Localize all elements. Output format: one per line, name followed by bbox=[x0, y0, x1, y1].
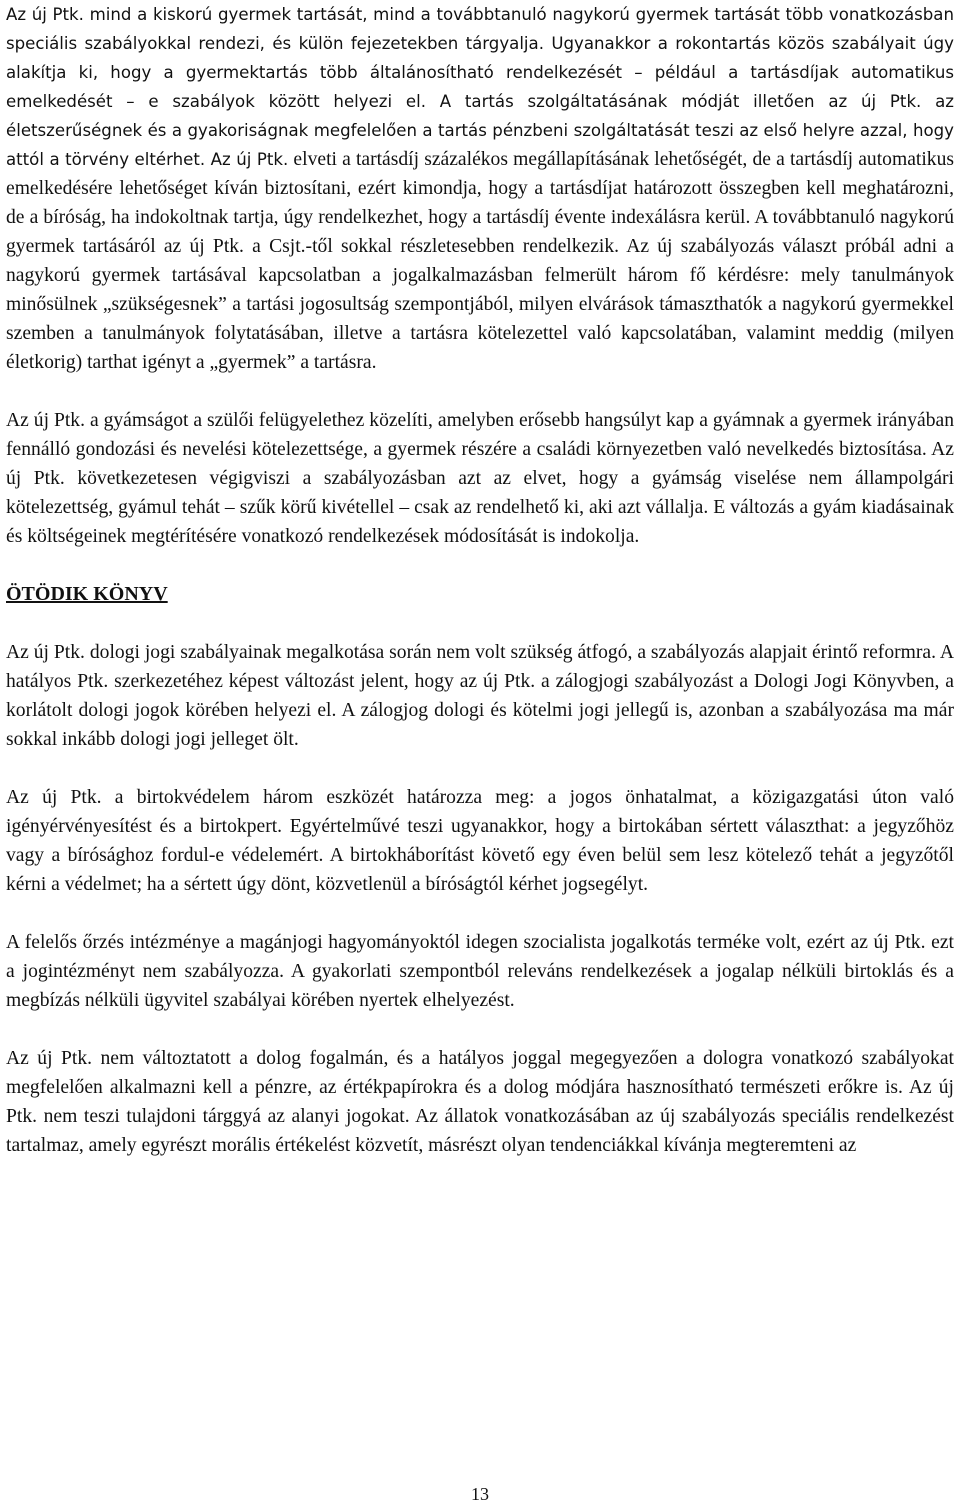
paragraph-child-support bbox=[6, 0, 954, 377]
paragraph-concept-of-thing: Az új Ptk. nem változtatott a dolog fogalmán, és a hatályos joggal megegyezően a dologra vonatkozó szabályokat megfelelően alkalmazni kell a pénzre, az értékpapírokra és a dolog módjára hasznosítható természeti erőkre is. Az új Ptk. nem teszi tulajdoni tárggyá az alanyi jogokat. Az állatok vonatkozásában az új szabályozás speciális rendelkezést tartalmaz, amely egyrészt morális értékelést közvetít, másrészt olyan tendenciákkal kívánja megteremteni az bbox=[6, 1048, 954, 1156]
paragraph-guardianship: Az új Ptk. a gyámságot a szülői felügyelethez közelíti, amelyben erősebb hangsúlyt kap a gyámnak a gyermek irányában fennálló gondozási és nevelési kötelezettsége, a gyermek részére a családi környezetben való nevelkedés biztosítása. Az új Ptk. következetesen végigviszi a szabályozásban azt az elvet, hogy a gyámság viselése nem állampolgári kötelezettség, gyámul tehát – szűk körű kivétellel – csak az rendelhető ki, aki azt vállalja. E változás a gyám kiadásainak és költségeinek megtérítésére vonatkozó rendelkezések módosítását is indokolja. bbox=[6, 410, 954, 547]
document-page bbox=[6, 0, 954, 1160]
paragraph-responsible-custody: A felelős őrzés intézménye a magánjogi hagyományoktól idegen szocialista jogalkotás terméke volt, ezért az új Ptk. ezt a jogintézményt nem szabályozza. A gyakorlati szempontból releváns rendelkezések a jogalap nélküli birtoklás és a megbízás nélküli ügyvitel szabályai körében nyertek elhelyezést. bbox=[6, 932, 954, 1011]
section-heading: ÖTÖDIK KÖNYV bbox=[6, 583, 168, 605]
page-number: 13 bbox=[471, 1484, 489, 1504]
paragraph-child-support-serif-text: elveti a tartásdíj százalékos megállapításának lehetőségét, de a tartásdíj automatikus emelkedésére lehetőséget kíván biztosítani, ezért kimondja, hogy a tartásdíjat határozott összegben kell meghatározni, de a bíróság, ha indokoltnak tartja, úgy rendelkezhet, hogy a tartásdíj évente indexálásra kerül. A továbbtanuló nagykorú gyermek tartásáról az új Ptk. a Csjt.-től sokkal részletesebben rendelkezik. Az új szabályozás választ próbál adni a nagykorú gyermek tartásával kapcsolatban a jogalkalmazásban felmerült három fő kérdésre: mely tanulmányok minősülnek „szükségesnek” a tartási jogosultság szempontjából, milyen elvárások támaszthatók a nagykorú gyermekkel szemben a tanulmányok folytatásában, illetve a tartásra kötelezettel való kapcsolatában, valamint meddig (milyen életkorig) tarthat igényt a „gyermek” a tartásra. bbox=[6, 149, 955, 373]
paragraph-child-support-sans-text: Az új Ptk. mind a kiskorú gyermek tartását, mind a továbbtanuló nagykorú gyermek tartását több vonatkozásban speciális szabályokkal rendezi, és külön fejezetekben tárgyalja. Ugyanakkor a rokontartás közös szabályait úgy alakítja ki, hogy a gyermektartás több általánosítható rendelkezését – például a tartásdíjak automatikus emelkedését – e szabályok között helyezi el. A tartás szolgáltatásának módját illetően az új Ptk. az életszerűségnek és a gyakoriságnak megfelelően a tartás pénzbeni szolgáltatását teszi az első helyre azzal, hogy attól a törvény eltérhet. Az új Ptk. bbox=[6, 5, 954, 169]
paragraph-possession-protection: Az új Ptk. a birtokvédelem három eszközét határozza meg: a jogos önhatalmat, a közigazgatási úton való igényérvényesítést és a birtokpert. Egyértelművé teszi ugyanakkor, hogy a birtokában sértett választhat: a jegyzőhöz vagy a bírósághoz fordul-e védelemért. A birtokháborítást követő egy éven belül sem lesz kötelező tehát a jegyzőtől kérni a védelmet; ha a sértett úgy dönt, közvetlenül a bíróságtól kérhet jogsegélyt. bbox=[6, 787, 954, 895]
paragraph-property-law: Az új Ptk. dologi jogi szabályainak megalkotása során nem volt szükség átfogó, a szabályozás alapjait érintő reformra. A hatályos Ptk. szerkezetéhez képest változást jelent, hogy az új Ptk. a zálogjogi szabályozást a Dologi Jogi Könyvben, a korlátolt dologi jogok körében helyezi el. A zálogjog dologi és kötelmi jogi jellegű is, azonban a szabályozása ma már sokkal inkább dologi jogi jelleget ölt. bbox=[6, 642, 954, 750]
